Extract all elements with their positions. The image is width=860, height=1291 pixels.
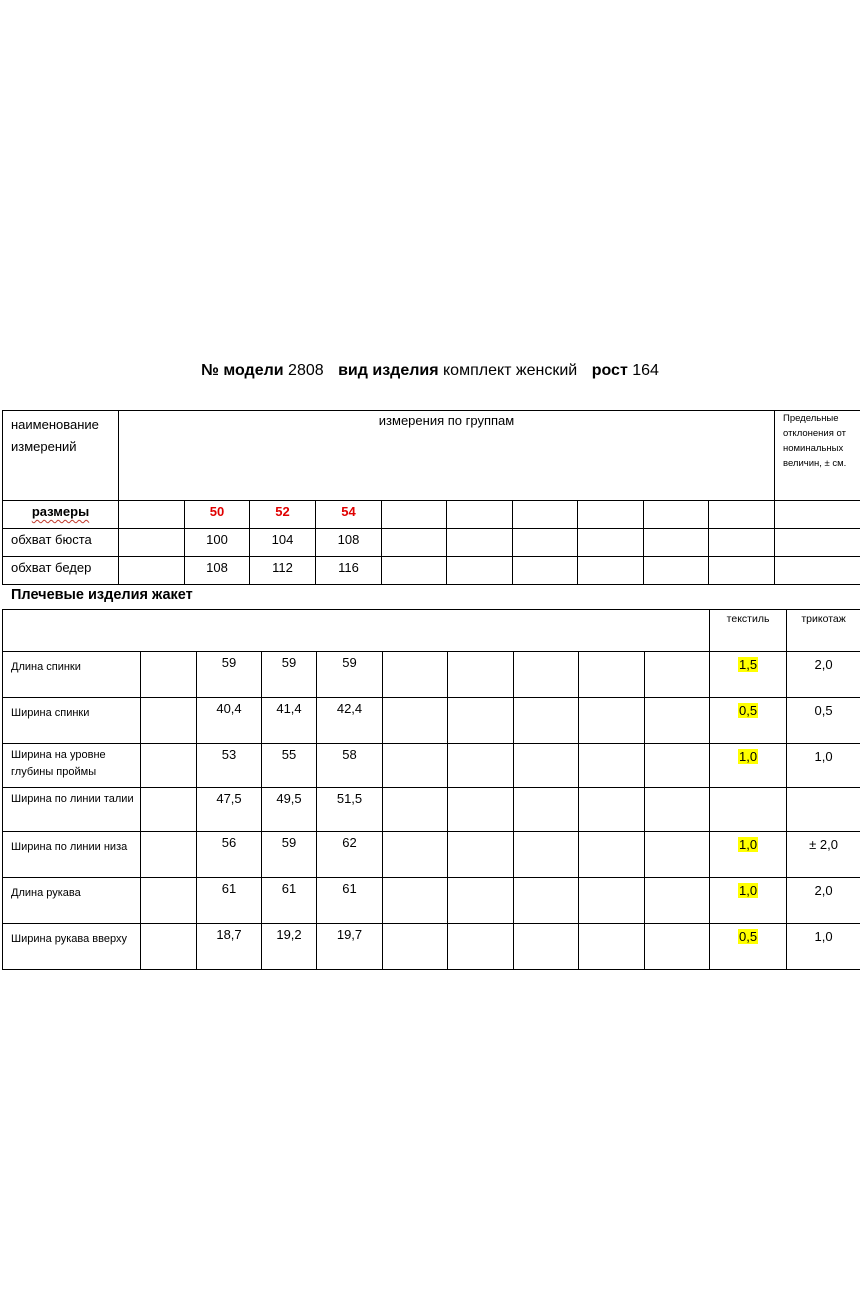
empty-cell <box>513 529 578 557</box>
textile-tolerance: 1,5 <box>739 657 758 672</box>
value-cell: 59 <box>262 832 317 878</box>
value-cell: 19,7 <box>317 924 383 970</box>
empty-cell <box>775 557 860 585</box>
value-cell: 19,2 <box>262 924 317 970</box>
table-row <box>3 832 860 878</box>
product-type-label: вид изделия <box>338 362 439 379</box>
empty-cell <box>141 744 197 788</box>
empty-cell <box>383 832 448 878</box>
table-row <box>3 652 860 698</box>
empty-cell <box>513 557 578 585</box>
value-cell: 53 <box>197 744 262 788</box>
size-54: 54 <box>316 501 382 529</box>
measurement-name-header: наименование измерений <box>3 411 119 501</box>
empty-cell <box>119 501 185 529</box>
empty-cell <box>383 698 448 744</box>
empty-cell <box>141 652 197 698</box>
textile-tolerance <box>710 788 787 832</box>
empty-cell <box>382 501 447 529</box>
value-cell: 41,4 <box>262 698 317 744</box>
value-cell: 55 <box>262 744 317 788</box>
deviation-header: Предельные отклонения от номинальных величин, ± см. <box>775 411 860 501</box>
empty-cell <box>383 924 448 970</box>
empty-cell <box>579 652 645 698</box>
table-row <box>3 698 860 744</box>
value-cell: 59 <box>197 652 262 698</box>
textile-header: текстиль <box>710 610 787 652</box>
height-value: 164 <box>632 362 659 379</box>
knit-header: трикотаж <box>787 610 860 652</box>
row-name: обхват бедер <box>3 557 119 585</box>
empty-cell <box>709 529 775 557</box>
item-name: Длина рукава <box>3 878 141 924</box>
empty-cell <box>448 788 514 832</box>
value-cell: 104 <box>250 529 316 557</box>
empty-cell <box>644 557 709 585</box>
value-cell: 42,4 <box>317 698 383 744</box>
height-label: рост <box>591 362 628 379</box>
empty-cell <box>579 698 645 744</box>
size-52: 52 <box>250 501 316 529</box>
value-cell: 58 <box>317 744 383 788</box>
value-cell: 116 <box>316 557 382 585</box>
model-label: № модели <box>201 362 284 379</box>
table-row <box>3 744 860 788</box>
empty-cell <box>382 557 447 585</box>
knit-tolerance: 1,0 <box>787 924 860 970</box>
textile-tolerance-cell <box>710 832 787 878</box>
item-name: Ширина спинки <box>3 698 141 744</box>
empty-cell <box>775 529 860 557</box>
empty-cell <box>578 529 644 557</box>
empty-cell <box>448 832 514 878</box>
empty-cell <box>383 788 448 832</box>
empty-cell <box>645 878 710 924</box>
item-name: Ширина рукава вверху <box>3 924 141 970</box>
empty-cell <box>709 557 775 585</box>
empty-cell <box>579 832 645 878</box>
empty-cell <box>644 529 709 557</box>
document-title <box>0 362 860 380</box>
empty-cell <box>514 832 579 878</box>
empty-cell <box>645 698 710 744</box>
empty-cell <box>514 878 579 924</box>
empty-cell <box>645 788 710 832</box>
empty-cell <box>514 698 579 744</box>
value-cell: 47,5 <box>197 788 262 832</box>
empty-cell <box>514 788 579 832</box>
knit-tolerance: 2,0 <box>787 878 860 924</box>
model-number: 2808 <box>288 362 324 379</box>
item-name: Длина спинки <box>3 652 141 698</box>
knit-tolerance <box>787 788 860 832</box>
empty-cell <box>141 788 197 832</box>
empty-cell <box>645 652 710 698</box>
value-cell: 61 <box>197 878 262 924</box>
empty-cell <box>141 832 197 878</box>
empty-cell <box>579 788 645 832</box>
body-measurements-table <box>2 410 860 585</box>
empty-cell <box>709 501 775 529</box>
value-cell: 108 <box>185 557 250 585</box>
empty-cell <box>645 924 710 970</box>
empty-cell <box>447 529 513 557</box>
value-cell: 100 <box>185 529 250 557</box>
product-type-value: комплект женский <box>443 362 578 379</box>
empty-cell <box>448 878 514 924</box>
value-cell: 61 <box>317 878 383 924</box>
size-groups-header: измерения по группам <box>119 411 775 501</box>
textile-tolerance-cell <box>710 652 787 698</box>
empty-cell <box>775 501 860 529</box>
empty-cell <box>141 878 197 924</box>
value-cell: 112 <box>250 557 316 585</box>
empty-cell <box>119 557 185 585</box>
empty-cell <box>447 501 513 529</box>
textile-tolerance: 1,0 <box>739 749 758 764</box>
empty-cell <box>119 529 185 557</box>
knit-tolerance: 1,0 <box>787 744 860 788</box>
textile-tolerance-cell <box>710 744 787 788</box>
empty-cell <box>383 652 448 698</box>
empty-cell <box>514 744 579 788</box>
item-name: Ширина на уровне глубины проймы <box>3 744 141 788</box>
empty-cell <box>644 501 709 529</box>
value-cell: 59 <box>262 652 317 698</box>
knit-tolerance: 2,0 <box>787 652 860 698</box>
empty-cell <box>447 557 513 585</box>
empty-cell <box>645 744 710 788</box>
textile-tolerance: 1,0 <box>739 837 758 852</box>
value-cell: 56 <box>197 832 262 878</box>
value-cell: 59 <box>317 652 383 698</box>
table-row <box>3 529 860 557</box>
empty-cell <box>383 878 448 924</box>
empty-cell <box>578 501 644 529</box>
empty-cell <box>578 557 644 585</box>
table-row <box>3 557 860 585</box>
item-name: Ширина по линии низа <box>3 832 141 878</box>
knit-tolerance: ± 2,0 <box>787 832 860 878</box>
sizes-label: размеры <box>31 504 90 519</box>
textile-tolerance: 0,5 <box>739 703 758 718</box>
empty-cell <box>141 698 197 744</box>
value-cell: 40,4 <box>197 698 262 744</box>
value-cell: 61 <box>262 878 317 924</box>
textile-tolerance-cell <box>710 924 787 970</box>
size-50: 50 <box>185 501 250 529</box>
item-name: Ширина по линии талии <box>3 788 141 832</box>
empty-cell <box>645 832 710 878</box>
value-cell: 18,7 <box>197 924 262 970</box>
textile-tolerance: 1,0 <box>739 883 758 898</box>
empty-cell <box>514 924 579 970</box>
row-name: обхват бюста <box>3 529 119 557</box>
section-title: Плечевые изделия жакет <box>11 587 193 603</box>
empty-cell <box>448 652 514 698</box>
empty-cell <box>579 878 645 924</box>
knit-tolerance: 0,5 <box>787 698 860 744</box>
value-cell: 108 <box>316 529 382 557</box>
empty-cell <box>513 501 578 529</box>
table-row <box>3 788 860 832</box>
empty-cell <box>579 744 645 788</box>
sizes-label-cell <box>3 501 119 529</box>
empty-cell <box>448 744 514 788</box>
value-cell: 62 <box>317 832 383 878</box>
garment-measurements-table <box>2 609 860 970</box>
empty-cell <box>383 744 448 788</box>
textile-tolerance: 0,5 <box>739 929 758 944</box>
table-row <box>3 878 860 924</box>
empty-cell <box>579 924 645 970</box>
empty-header-cell <box>3 610 710 652</box>
textile-tolerance-cell <box>710 698 787 744</box>
empty-cell <box>448 924 514 970</box>
empty-cell <box>141 924 197 970</box>
textile-tolerance-cell <box>710 878 787 924</box>
empty-cell <box>514 652 579 698</box>
value-cell: 49,5 <box>262 788 317 832</box>
table-row <box>3 924 860 970</box>
empty-cell <box>382 529 447 557</box>
empty-cell <box>448 698 514 744</box>
value-cell: 51,5 <box>317 788 383 832</box>
